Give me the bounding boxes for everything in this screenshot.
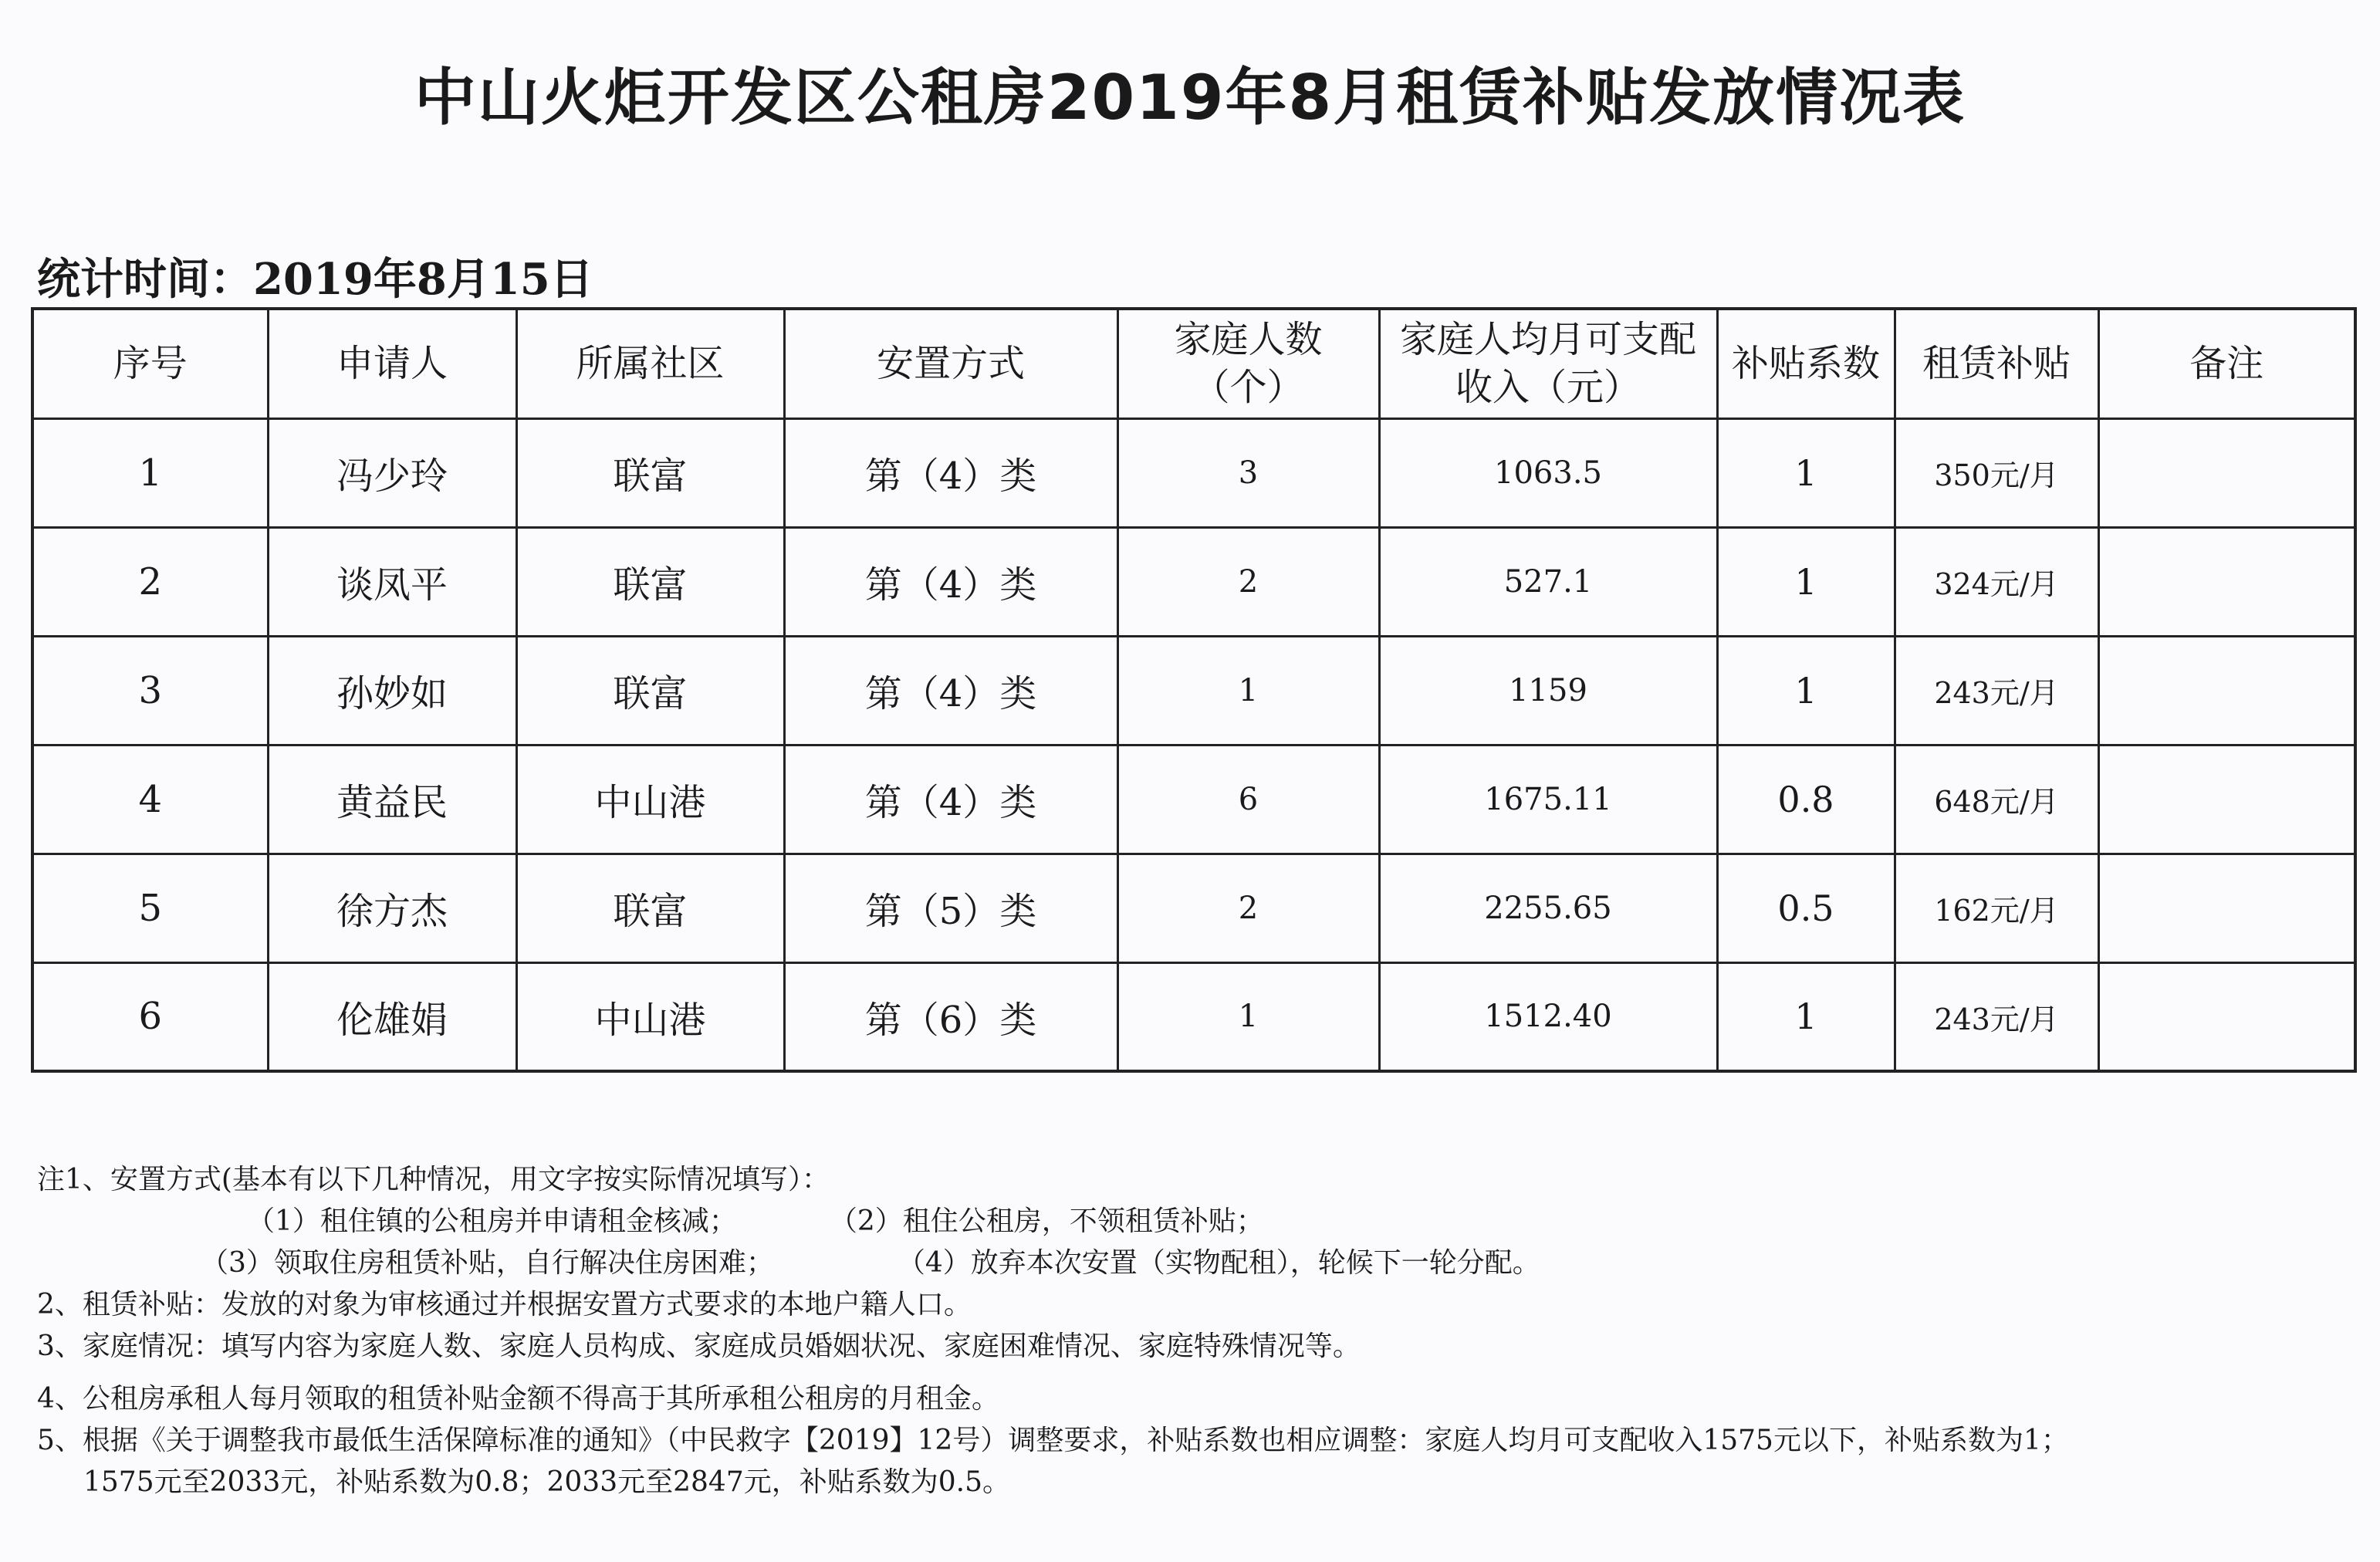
note-4: 4、公租房承租人每月领取的租赁补贴金额不得高于其所承租公租房的月租金。 <box>37 1383 999 1415</box>
table-row <box>32 962 2355 1071</box>
cell-coefficient: 1 <box>1717 527 1895 636</box>
note-2: 2、租赁补贴：发放的对象为审核通过并根据安置方式要求的本地户籍人口。 <box>37 1289 972 1320</box>
cell-subsidy: 243元/月 <box>1895 636 2098 745</box>
cell-applicant: 冯少玲 <box>268 418 516 527</box>
cell-placement: 第（6）类 <box>784 962 1117 1071</box>
note-1-options-row-2 <box>37 1242 2352 1284</box>
cell-coefficient: 0.5 <box>1717 854 1895 962</box>
cell-applicant: 孙妙如 <box>268 636 516 745</box>
cell-income: 527.1 <box>1379 527 1717 636</box>
cell-placement: 第（4）类 <box>784 527 1117 636</box>
cell-remark <box>2098 854 2355 962</box>
cell-coefficient: 1 <box>1717 636 1895 745</box>
header-seq: 序号 <box>32 309 268 418</box>
notes-section <box>37 1159 2352 1503</box>
header-family-size-line1: 家庭人数 <box>1174 318 1323 362</box>
cell-remark <box>2098 745 2355 854</box>
cell-coefficient: 1 <box>1717 418 1895 527</box>
note-1-option-4: （4）放弃本次安置（实物配租），轮候下一轮分配。 <box>897 1247 1540 1279</box>
cell-community: 联富 <box>516 854 784 962</box>
header-subsidy: 租赁补贴 <box>1895 309 2098 418</box>
note-5-line-1: 5、根据《关于调整我市最低生活保障标准的通知》（中民救字【2019】12号）调整要求，补贴系数也相应调整：家庭人均月可支配收入1575元以下，补贴系数为1； <box>37 1425 2069 1456</box>
table-row <box>32 418 2355 527</box>
table-header-row <box>32 309 2355 418</box>
cell-applicant: 徐方杰 <box>268 854 516 962</box>
cell-seq: 4 <box>32 745 268 854</box>
cell-subsidy: 350元/月 <box>1895 418 2098 527</box>
header-remark: 备注 <box>2098 309 2355 418</box>
cell-family-size: 2 <box>1117 527 1379 636</box>
table-row <box>32 527 2355 636</box>
cell-community: 联富 <box>516 527 784 636</box>
note-1-option-3: （3）领取住房租赁补贴，自行解决住房困难； <box>201 1247 774 1279</box>
cell-family-size: 1 <box>1117 962 1379 1071</box>
cell-community: 中山港 <box>516 745 784 854</box>
table-row <box>32 745 2355 854</box>
cell-placement: 第（4）类 <box>784 418 1117 527</box>
cell-subsidy: 162元/月 <box>1895 854 2098 962</box>
cell-family-size: 2 <box>1117 854 1379 962</box>
cell-community: 中山港 <box>516 962 784 1071</box>
cell-income: 1159 <box>1379 636 1717 745</box>
note-1-option-1: （1）租住镇的公租房并申请租金核减； <box>247 1205 737 1237</box>
statistics-time: 统计时间：2019年8月15日 <box>37 254 593 305</box>
cell-family-size: 3 <box>1117 418 1379 527</box>
cell-placement: 第（4）类 <box>784 745 1117 854</box>
document-title: 中山火炬开发区公租房2019年8月租赁补贴发放情况表 <box>414 62 1966 134</box>
cell-applicant: 黄益民 <box>268 745 516 854</box>
cell-subsidy: 648元/月 <box>1895 745 2098 854</box>
cell-placement: 第（5）类 <box>784 854 1117 962</box>
cell-seq: 5 <box>32 854 268 962</box>
cell-remark <box>2098 962 2355 1071</box>
cell-income: 1063.5 <box>1379 418 1717 527</box>
header-placement: 安置方式 <box>784 309 1117 418</box>
header-family-size-line2: （个） <box>1192 366 1304 410</box>
cell-income: 2255.65 <box>1379 854 1717 962</box>
cell-remark <box>2098 636 2355 745</box>
cell-income: 1512.40 <box>1379 962 1717 1071</box>
cell-community: 联富 <box>516 418 784 527</box>
header-family-size <box>1117 309 1379 418</box>
note-1: 注1、安置方式(基本有以下几种情况，用文字按实际情况填写）： <box>37 1164 830 1195</box>
note-1-options-row-1 <box>37 1201 2352 1242</box>
cell-subsidy: 324元/月 <box>1895 527 2098 636</box>
header-applicant: 申请人 <box>268 309 516 418</box>
note-5-line-2: 1575元至2033元，补贴系数为0.8；2033元至2847元，补贴系数为0.5。 <box>83 1466 1010 1498</box>
header-income-line2: 收入（元） <box>1455 366 1641 410</box>
cell-seq: 6 <box>32 962 268 1071</box>
cell-subsidy: 243元/月 <box>1895 962 2098 1071</box>
cell-seq: 3 <box>32 636 268 745</box>
header-income-line1: 家庭人均月可支配 <box>1399 318 1696 362</box>
table-row <box>32 854 2355 962</box>
cell-remark <box>2098 527 2355 636</box>
note-3: 3、家庭情况：填写内容为家庭人数、家庭人员构成、家庭成员婚姻状况、家庭困难情况、家庭特殊情况等。 <box>37 1330 1361 1362</box>
cell-placement: 第（4）类 <box>784 636 1117 745</box>
cell-community: 联富 <box>516 636 784 745</box>
cell-seq: 2 <box>32 527 268 636</box>
header-income <box>1379 309 1717 418</box>
cell-coefficient: 1 <box>1717 962 1895 1071</box>
cell-remark <box>2098 418 2355 527</box>
header-coefficient: 补贴系数 <box>1717 309 1895 418</box>
cell-applicant: 伦雄娟 <box>268 962 516 1071</box>
cell-income: 1675.11 <box>1379 745 1717 854</box>
cell-applicant: 谈凤平 <box>268 527 516 636</box>
cell-family-size: 6 <box>1117 745 1379 854</box>
subsidy-table <box>31 307 2357 1073</box>
cell-family-size: 1 <box>1117 636 1379 745</box>
cell-seq: 1 <box>32 418 268 527</box>
note-1-option-2: （2）租住公租房，不领租赁补贴； <box>829 1205 1264 1237</box>
cell-coefficient: 0.8 <box>1717 745 1895 854</box>
header-community: 所属社区 <box>516 309 784 418</box>
table-row <box>32 636 2355 745</box>
